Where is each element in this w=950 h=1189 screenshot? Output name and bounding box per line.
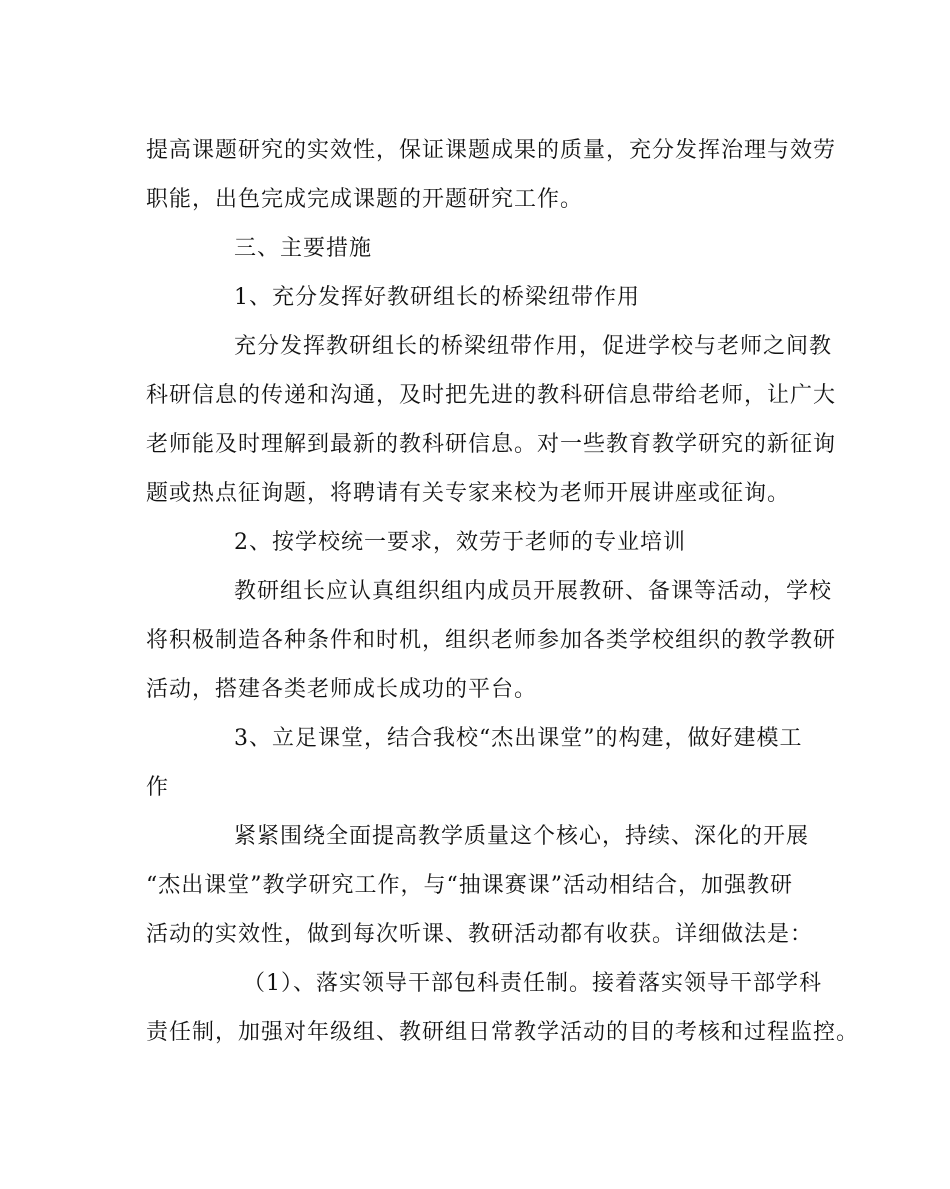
paragraph-line: 职能，出色完成完成课题的开题研究工作。 — [146, 187, 584, 212]
paragraph-line: 充分发挥教研组长的桥梁纽带作用，促进学校与老师之间教 — [234, 334, 833, 359]
paragraph-line: （1）、落实领导干部包科责任制。接着落实领导干部学科 — [243, 971, 822, 996]
paragraph-line: 紧紧围绕全面提高教学质量这个核心，持续、深化的开展 — [234, 824, 810, 849]
section-heading: 三、主要措施 — [234, 236, 373, 261]
paragraph-line: 老师能及时理解到最新的教科研信息。对一些教育教学研究的新征询 — [146, 432, 837, 457]
subsection-heading: 2、按学校统一要求，效劳于老师的专业培训 — [234, 530, 686, 555]
paragraph-line: 活动，搭建各类老师成长成功的平台。 — [146, 677, 538, 702]
paragraph-line: 提高课题研究的实效性，保证课题成果的质量，充分发挥治理与效劳 — [146, 138, 837, 163]
paragraph-line: 活动的实效性，做到每次听课、教研活动都有收获。详细做法是： — [146, 922, 814, 947]
paragraph-line: 教研组长应认真组织组内成员开展教研、备课等活动，学校 — [234, 579, 833, 604]
subsection-heading-continued: 作 — [146, 775, 170, 800]
subsection-heading: 3、立足课堂，结合我校“杰出课堂”的构建，做好建模工 — [234, 726, 803, 751]
document-body — [146, 126, 860, 1057]
paragraph-line: 科研信息的传递和沟通，及时把先进的教科研信息带给老师，让广大 — [146, 383, 837, 408]
paragraph-line: “杰出课堂”教学研究工作，与“抽课赛课”活动相结合，加强教研 — [146, 873, 793, 898]
paragraph-line: 题或热点征询题，将聘请有关专家来校为老师开展讲座或征询。 — [146, 481, 791, 506]
paragraph-line: 责任制，加强对年级组、教研组日常教学活动的目的考核和过程监控。 — [146, 1020, 860, 1045]
paragraph-line: 将积极制造各种条件和时机，组织老师参加各类学校组织的教学教研 — [146, 628, 837, 653]
subsection-heading: 1、充分发挥好教研组长的桥梁纽带作用 — [234, 285, 640, 310]
